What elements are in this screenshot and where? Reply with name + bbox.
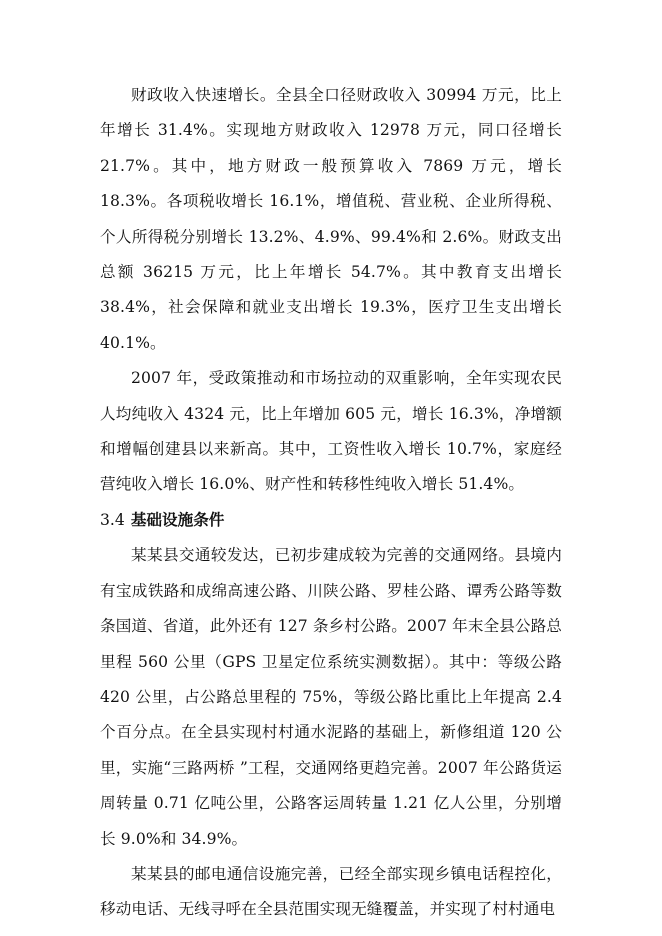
document-page bbox=[100, 78, 562, 928]
section-number: 3.4 bbox=[100, 510, 125, 529]
section-heading bbox=[100, 503, 562, 538]
paragraph-fiscal-revenue: 财政收入快速增长。全县全口径财政收入 30994 万元，比上年增长 31.4%。实现地方财政收入 12978 万元，同口径增长 21.7%。其中，地方财政一般预算收入 7869 万元，增长 18.3%。各项税收增长 16.1%，增值税、营业税、企业所得税、个人所得税分别增长 13.2%、4.9%、99.4%和 2.6%。财政支出总额 36215 万元，比上年增长 54.7%。其中教育支出增长 38.4%，社会保障和就业支出增长 19.3%，医疗卫生支出增长 40.1%。 bbox=[100, 86, 562, 352]
section-title: 基础设施条件 bbox=[130, 510, 225, 529]
paragraph-transportation: 某某县交通较发达，已初步建成较为完善的交通网络。县境内有宝成铁路和成绵高速公路、川陕公路、罗桂公路、谭秀公路等数条国道、省道，此外还有 127 条乡村公路。2007 年末全县公路总里程 560 公里（GPS 卫星定位系统实测数据）。其中：等级公路 420 公里，占公路总里程的 75%，等级公路比重比上年提高 2.4 个百分点。在全县实现村村通水泥路的基础上，新修组道 120 公里，实施“三路两桥 ”工程，交通网络更趋完善。2007 年公路货运周转量 0.71 亿吨公里，公路客运周转量 1.21 亿人公里，分别增长 9.0%和 34.9%。 bbox=[100, 546, 562, 848]
paragraph-farmer-income: 2007 年，受政策推动和市场拉动的双重影响，全年实现农民人均纯收入 4324 元，比上年增加 605 元，增长 16.3%，净增额和增幅创建县以来新高。其中，工资性收入增长 10.7%，家庭经营纯收入增长 16.0%、财产性和转移性纯收入增长 51.4%。 bbox=[100, 369, 562, 494]
paragraph-telecom: 某某县的邮电通信设施完善，已经全部实现乡镇电话程控化，移动电话、无线寻呼在全县范围实现无缝覆盖，并实现了村村通电 bbox=[100, 864, 562, 919]
